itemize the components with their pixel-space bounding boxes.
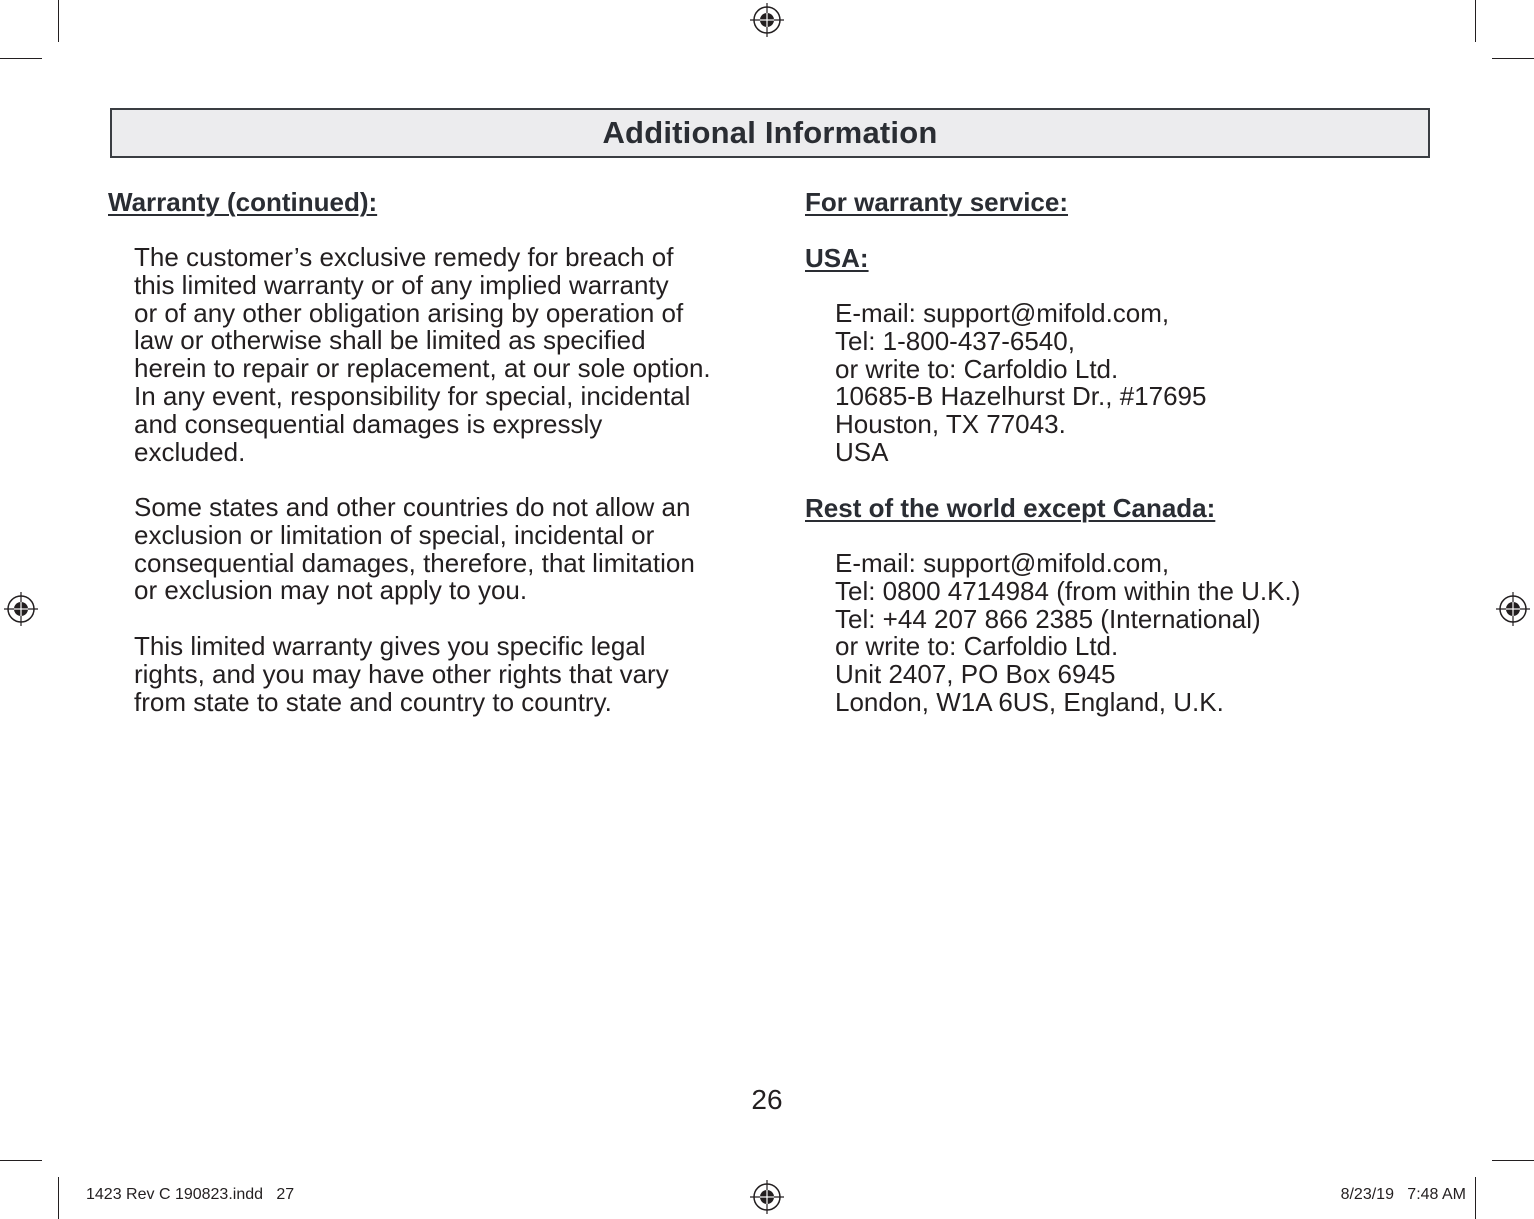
usa-address-line: or write to: Carfoldio Ltd. bbox=[835, 353, 1119, 384]
registration-mark-icon bbox=[1496, 592, 1530, 626]
crop-mark-icon bbox=[0, 58, 42, 59]
warranty-continued-heading: Warranty (continued): bbox=[108, 187, 378, 217]
crop-mark-icon bbox=[1475, 0, 1476, 42]
paragraph-line: exclusion or limitation of special, incidental or bbox=[134, 519, 655, 550]
rest-of-world-heading: Rest of the world except Canada: bbox=[805, 493, 1216, 523]
paragraph-line: Some states and other countries do not allow an bbox=[134, 492, 691, 522]
row-phone-international: Tel: +44 207 866 2385 (International) bbox=[835, 603, 1261, 634]
warranty-paragraph-legal-rights bbox=[134, 633, 669, 716]
warranty-service-heading: For warranty service: bbox=[805, 187, 1069, 217]
registration-mark-icon bbox=[4, 592, 38, 626]
crop-mark-icon bbox=[1492, 1160, 1534, 1161]
footer-file-info: 1423 Rev C 190823.indd 27 bbox=[86, 1186, 295, 1203]
paragraph-line: this limited warranty or of any implied warranty bbox=[134, 269, 669, 300]
row-address-line: or write to: Carfoldio Ltd. bbox=[835, 631, 1119, 662]
paragraph-line: In any event, responsibility for special, incidental bbox=[134, 380, 691, 411]
crop-mark-icon bbox=[58, 0, 59, 42]
usa-address-line: Houston, TX 77043. bbox=[835, 409, 1066, 440]
paragraph-line: The customer’s exclusive remedy for breach of bbox=[134, 242, 674, 272]
usa-email: E-mail: support@mifold.com, bbox=[835, 298, 1170, 328]
paragraph-line: from state to state and country to country. bbox=[134, 686, 612, 717]
crop-mark-icon bbox=[1475, 1177, 1476, 1219]
paragraph-line: or of any other obligation arising by operation of bbox=[134, 297, 684, 328]
page-title: Additional Information bbox=[602, 115, 938, 150]
page-number: 26 bbox=[751, 1084, 783, 1115]
row-phone-uk: Tel: 0800 4714984 (from within the U.K.) bbox=[835, 575, 1301, 606]
paragraph-line: excluded. bbox=[134, 436, 246, 467]
paragraph-line: consequential damages, therefore, that limitation bbox=[134, 547, 695, 578]
usa-phone: Tel: 1-800-437-6540, bbox=[835, 325, 1075, 356]
crop-mark-icon bbox=[58, 1177, 59, 1219]
paragraph-line: and consequential damages is expressly bbox=[134, 408, 603, 439]
registration-mark-icon bbox=[750, 1180, 784, 1214]
paragraph-line: or exclusion may not apply to you. bbox=[134, 575, 528, 606]
paragraph-line: This limited warranty gives you specific legal bbox=[134, 631, 646, 661]
warranty-paragraph-exclusion bbox=[134, 494, 695, 605]
usa-address-line: USA bbox=[835, 436, 889, 467]
row-email: E-mail: support@mifold.com, bbox=[835, 548, 1170, 578]
crop-mark-icon bbox=[0, 1160, 42, 1161]
paragraph-line: law or otherwise shall be limited as specified bbox=[134, 325, 646, 356]
rest-of-world-contact-block bbox=[835, 550, 1300, 717]
row-address-line: Unit 2407, PO Box 6945 bbox=[835, 659, 1116, 690]
warranty-paragraph-remedy bbox=[134, 244, 711, 466]
row-address-line: London, W1A 6US, England, U.K. bbox=[835, 686, 1224, 717]
usa-contact-block bbox=[835, 300, 1206, 467]
paragraph-line: rights, and you may have other rights that vary bbox=[134, 658, 669, 689]
page-title-banner bbox=[110, 108, 1430, 158]
footer-timestamp: 8/23/19 7:48 AM bbox=[1340, 1186, 1466, 1203]
crop-mark-icon bbox=[1492, 58, 1534, 59]
paragraph-line: herein to repair or replacement, at our sole option. bbox=[134, 353, 711, 384]
registration-mark-icon bbox=[750, 3, 784, 37]
usa-heading: USA: bbox=[805, 243, 869, 273]
usa-address-line: 10685-B Hazelhurst Dr., #17695 bbox=[835, 381, 1207, 412]
